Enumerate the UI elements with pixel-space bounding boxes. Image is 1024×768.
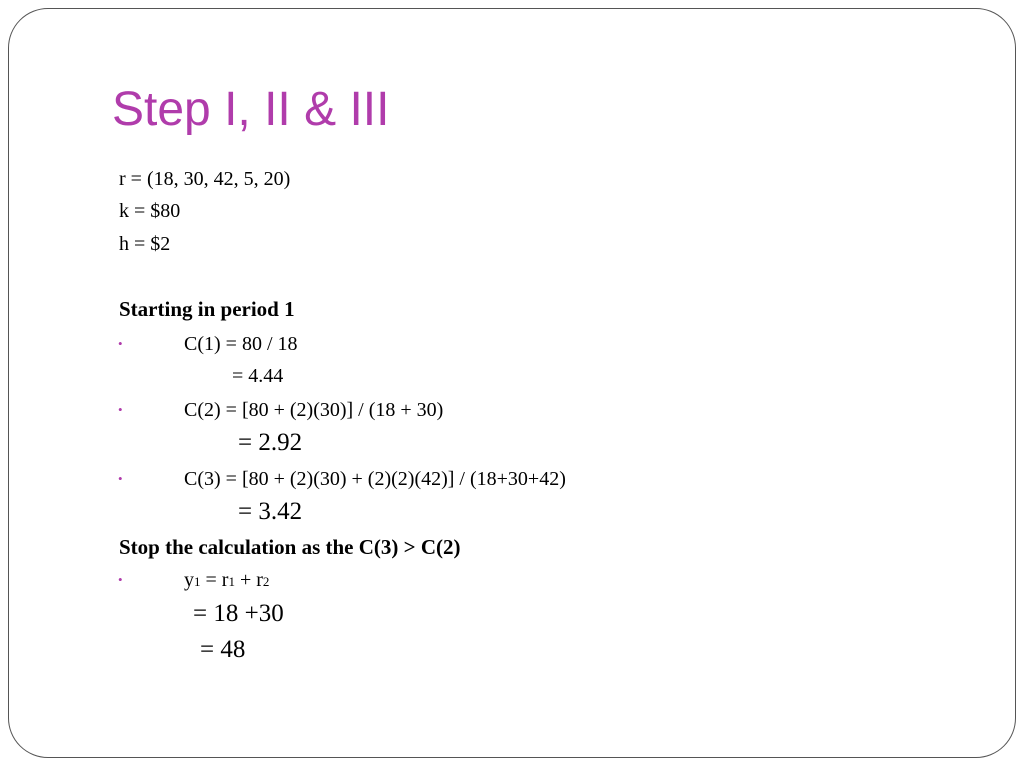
c2-expression: C(2) = [80 + (2)(30)] / (18 + 30) — [184, 399, 444, 421]
y-subscript: 1 — [194, 574, 201, 589]
param-k: k = $80 — [119, 200, 181, 222]
bullet-icon: • — [118, 471, 123, 486]
r1-subscript: 1 — [228, 574, 235, 589]
bullet-icon: • — [118, 402, 123, 417]
plus-r: + r — [234, 569, 263, 591]
y1-formula — [184, 570, 269, 590]
c3-expression: C(3) = [80 + (2)(30) + (2)(2)(42)] / (18+30+42) — [184, 468, 566, 490]
c3-result: = 3.42 — [238, 498, 303, 525]
r2-subscript: 2 — [262, 574, 270, 589]
c1-expression: C(1) = 80 / 18 — [184, 333, 298, 355]
c1-result: = 4.44 — [232, 365, 284, 387]
slide-title: Step I, II & III — [112, 83, 390, 136]
stop-statement: Stop the calculation as the C(3) > C(2) — [119, 535, 461, 559]
y-symbol: y — [184, 569, 194, 591]
param-r: r = (18, 30, 42, 5, 20) — [119, 168, 291, 190]
y1-step-1: = 18 +30 — [193, 600, 284, 627]
y1-step-2: = 48 — [200, 636, 246, 663]
bullet-icon: • — [118, 572, 123, 587]
equals-r: = r — [200, 569, 229, 591]
section-heading-start: Starting in period 1 — [119, 297, 295, 321]
c2-result: = 2.92 — [238, 429, 303, 456]
bullet-icon: • — [118, 336, 123, 351]
param-h: h = $2 — [119, 233, 171, 255]
